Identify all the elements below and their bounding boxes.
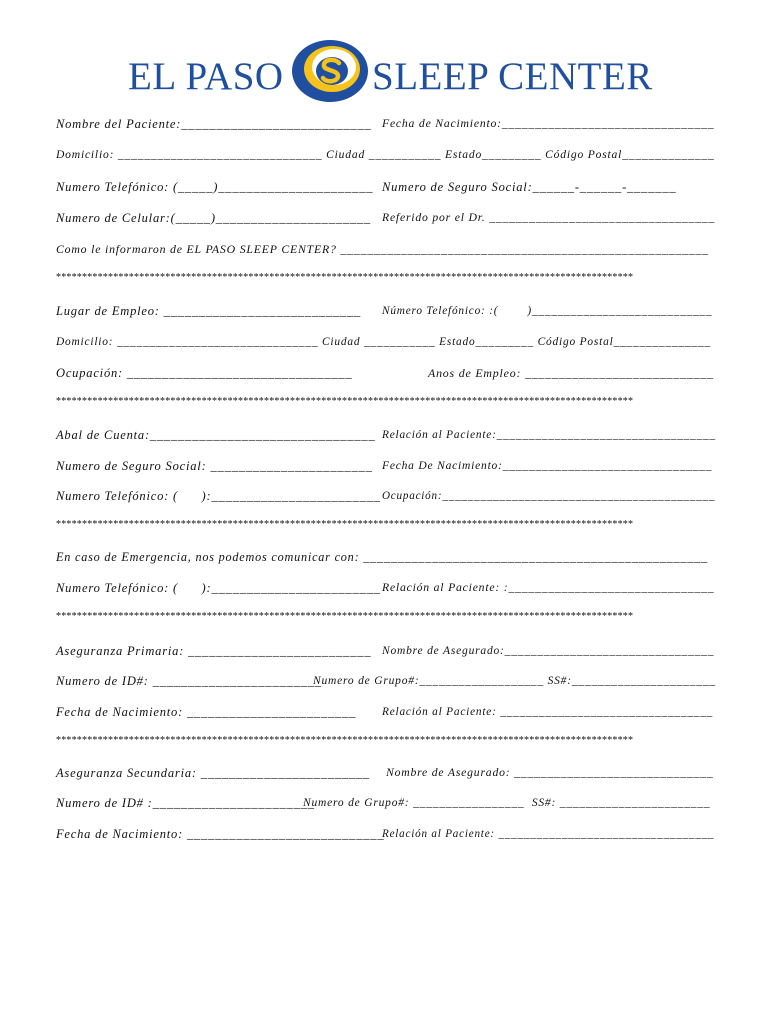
employer-field[interactable]: Lugar de Empleo: ____________________________ (56, 304, 362, 318)
primary-insured-field[interactable]: Nombre de Asegurado:________________________________ (382, 645, 715, 657)
patient-name-field[interactable]: Nombre del Paciente:___________________________ (56, 117, 372, 131)
address-field[interactable]: Domicilio: _______________________________ Ciudad ___________ Estado_________ Código Postal______________ (56, 148, 715, 161)
employer-address-field[interactable]: Domicilio: _______________________________ Ciudad ___________ Estado_________ Código Postal_______________ (56, 336, 711, 348)
el-paso-sleep-center-logo (0, 38, 770, 108)
primary-relation-field[interactable]: Relación al Paciente: _________________________________ (382, 706, 714, 718)
section-separator: *************************************************************************************************************** (56, 519, 634, 530)
occupation-field[interactable]: Ocupación: ________________________________ (56, 366, 353, 380)
primary-id-field[interactable]: Numero de ID#: ________________________ (56, 674, 322, 688)
employer-phone-field[interactable]: Número Telefónico: :( )____________________________ (382, 305, 713, 317)
section-separator: *************************************************************************************************************** (56, 396, 634, 407)
emergency-relation-field[interactable]: Relación al Paciente: :_______________________________ (382, 581, 715, 594)
logo-word-left: EL PASO (128, 55, 284, 98)
primary-insurance-field[interactable]: Aseguranza Primaria: __________________________ (56, 644, 372, 658)
emergency-contact-field[interactable]: En caso de Emergencia, nos podemos comunicar con: __________________________________________________ (56, 550, 708, 564)
ssn-field[interactable]: Numero de Seguro Social:______-______-_______ (382, 180, 677, 194)
section-separator: *************************************************************************************************************** (56, 735, 634, 746)
secondary-relation-field[interactable]: Relación al Paciente: __________________________________ (382, 828, 715, 840)
birth-date-field[interactable]: Fecha de Nacimiento:________________________________ (382, 117, 715, 130)
secondary-birth-field[interactable]: Fecha de Nacimiento: ____________________________ (56, 827, 385, 841)
section-separator: *************************************************************************************************************** (56, 272, 634, 283)
secondary-group-field[interactable]: Numero de Grupo#: _________________ SS#: _______________________ (303, 797, 711, 809)
logo-word-right: SLEEP CENTER (372, 55, 653, 98)
guarantor-ssn-field[interactable]: Numero de Seguro Social: _______________________ (56, 459, 373, 473)
guarantor-occupation-field[interactable]: Ocupación:___________________________________________ (382, 490, 716, 502)
referred-field[interactable]: Referido por el Dr. __________________________________ (382, 211, 716, 224)
secondary-id-field[interactable]: Numero de ID# :_______________________ (56, 796, 315, 810)
guarantor-relation-field[interactable]: Relación al Paciente:__________________________________ (382, 429, 716, 441)
guarantor-phone-field[interactable]: Numero Telefónico: ( ):________________________ (56, 489, 381, 503)
phone-field[interactable]: Numero Telefónico: (_____)______________________ (56, 180, 374, 194)
secondary-insurance-field[interactable]: Aseguranza Secundaria: ________________________ (56, 766, 370, 780)
section-separator: *************************************************************************************************************** (56, 611, 634, 622)
logo-crescent-s-icon (290, 38, 370, 104)
emergency-phone-field[interactable]: Numero Telefónico: ( ):________________________ (56, 581, 381, 595)
how-heard-field[interactable]: Como le informaron de EL PASO SLEEP CENTER? _______________________________________________________ (56, 242, 709, 256)
years-employed-field[interactable]: Anos de Empleo: ____________________________ (428, 366, 714, 380)
cell-field[interactable]: Numero de Celular:(_____)______________________ (56, 211, 371, 225)
guarantor-birth-field[interactable]: Fecha De Nacimiento:________________________________ (382, 460, 713, 472)
secondary-insured-field[interactable]: Nombre de Asegurado: ______________________________ (386, 766, 714, 779)
primary-birth-field[interactable]: Fecha de Nacimiento: ________________________ (56, 705, 357, 719)
primary-group-field[interactable]: Numero de Grupo#:___________________ SS#:______________________ (313, 675, 716, 687)
guarantor-field[interactable]: Abal de Cuenta:________________________________ (56, 428, 376, 442)
